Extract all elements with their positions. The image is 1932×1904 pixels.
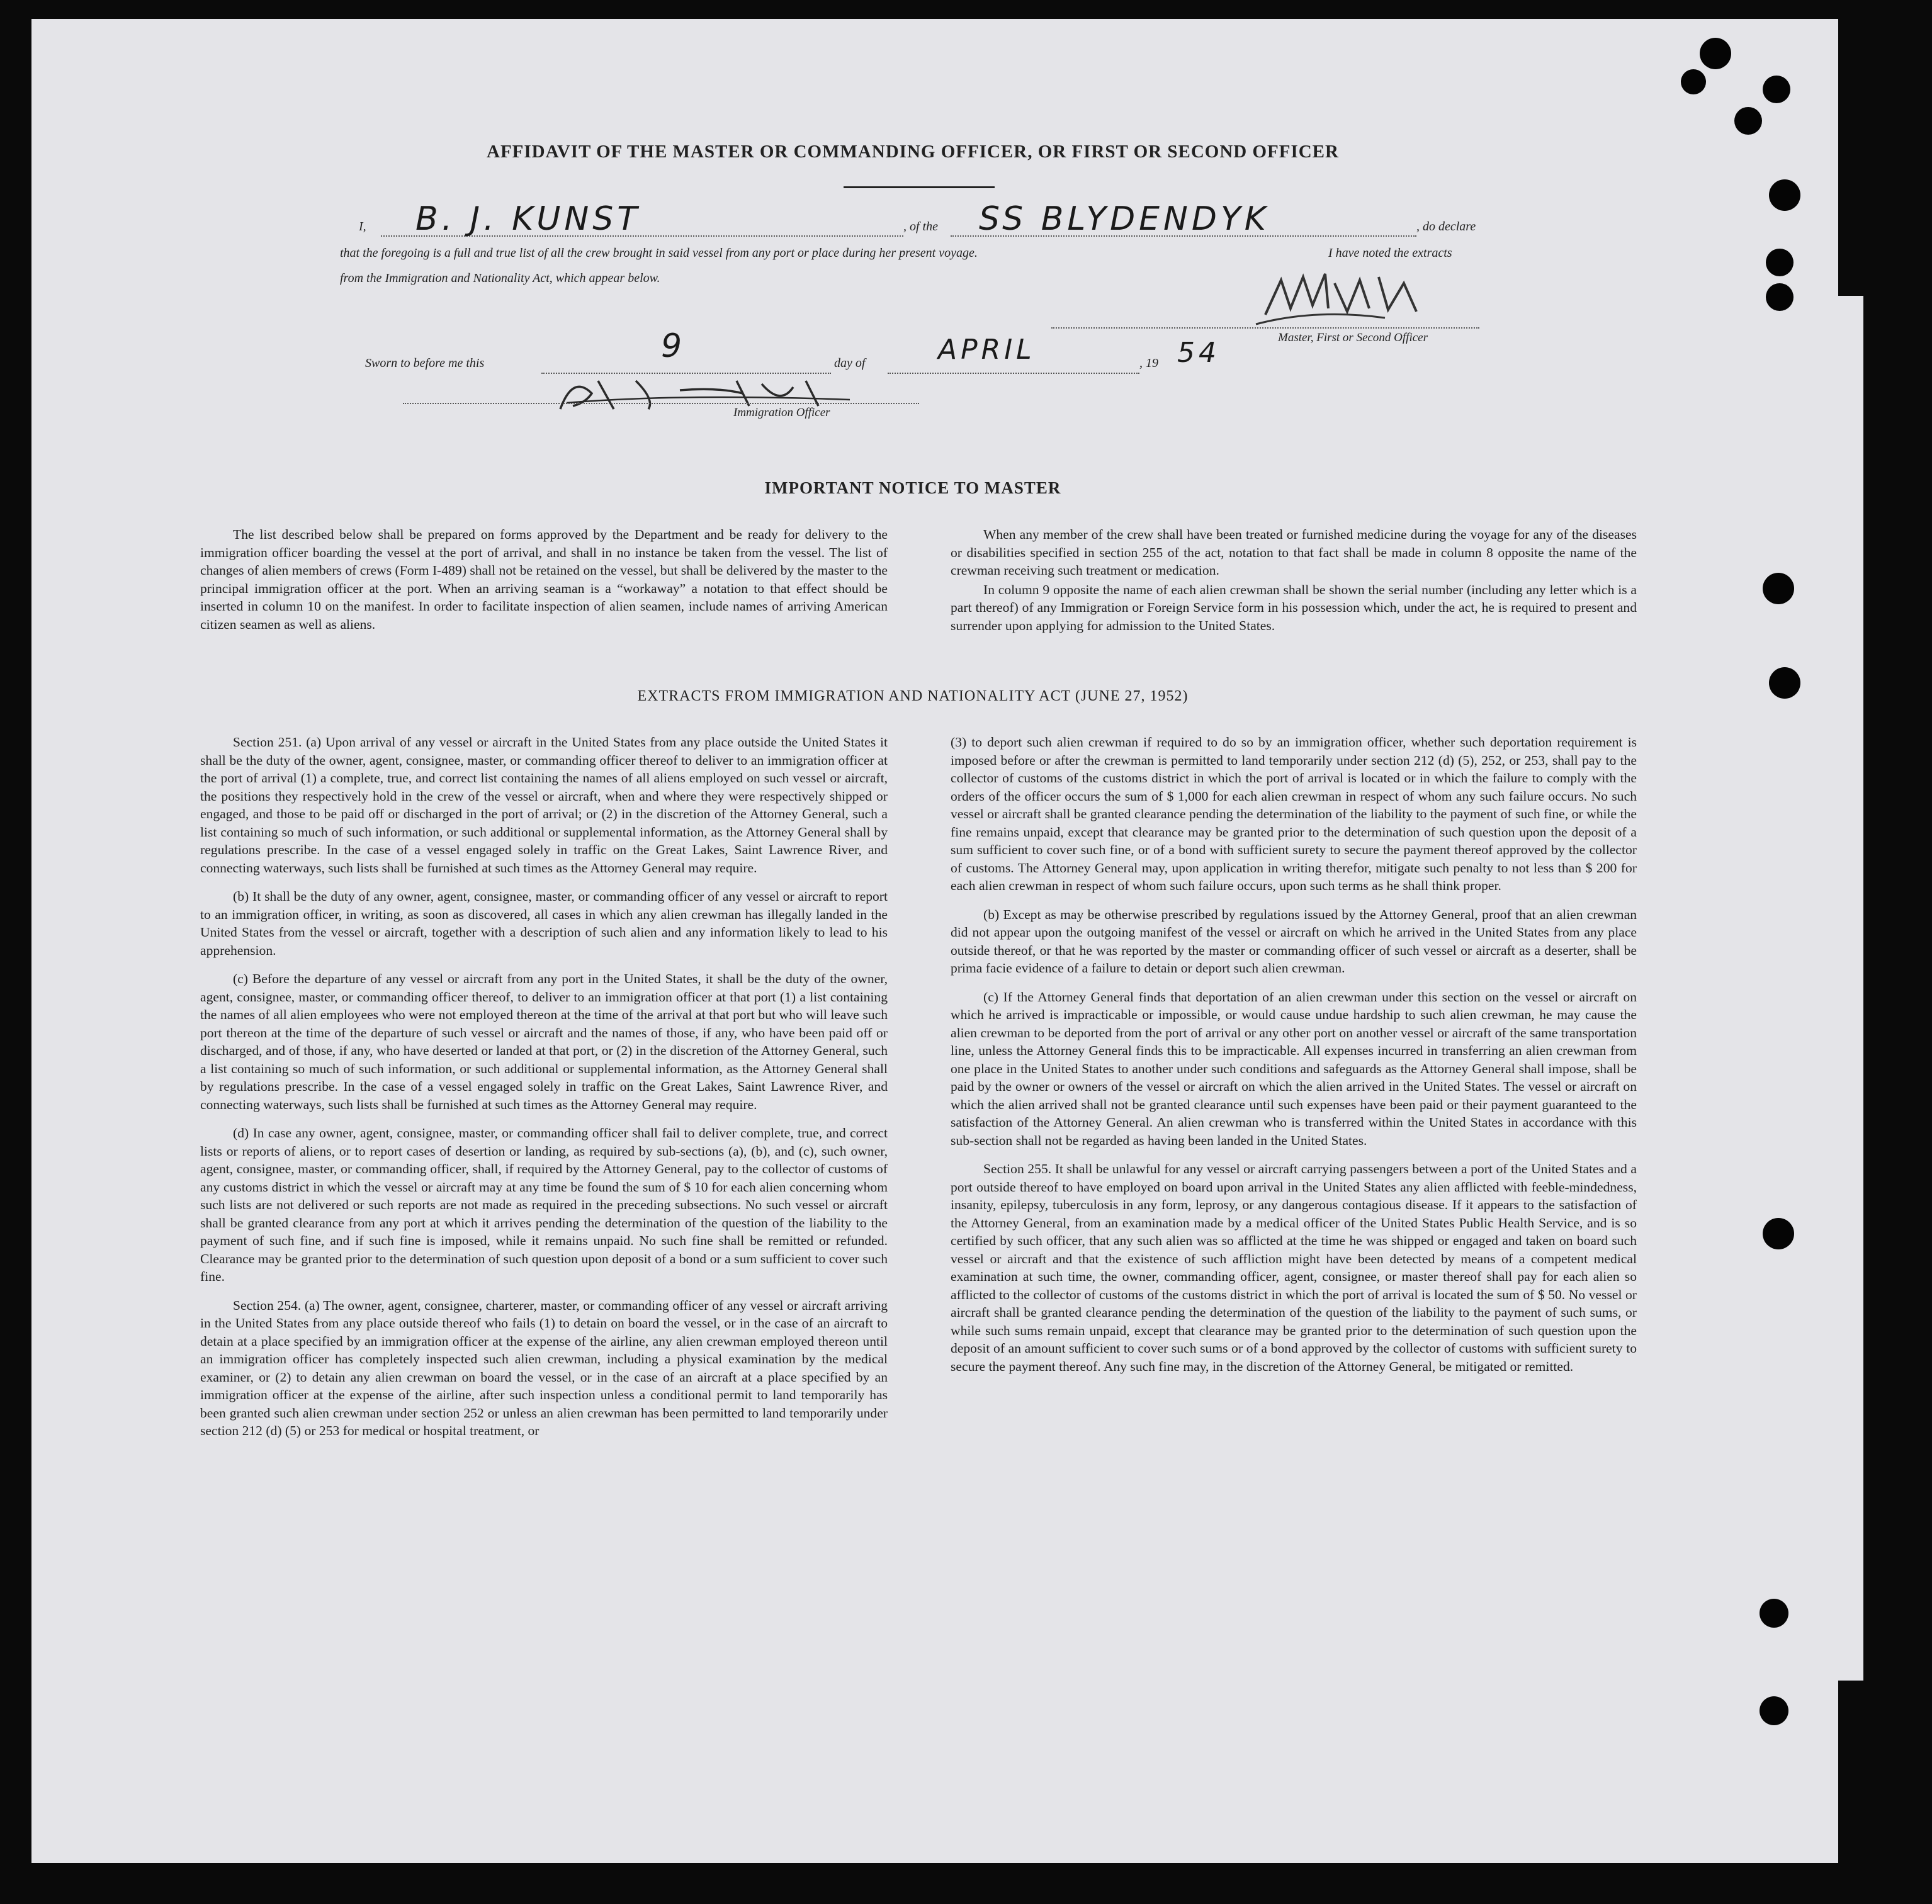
notice-left-paragraph: The list described below shall be prepared on forms approved by the Department and be ready for delivery to the immigration officer boarding the vessel at the port of arrival, and shall in no instance be taken from the vessel. The list of changes of alien members of crews (Form I-489) shall not be retained on the vessel, but shall be delivered by the master to the principal immigration officer at the port. When an arriving seaman is a “workaway” a notation to that effect should be inserted in column 10 on the manifest. In order to facilitate inspection of alien seamen, include names of arriving American citizen seamen as well as aliens. — [200, 527, 888, 632]
declaration-line-2b: I have noted the extracts — [1328, 246, 1452, 260]
section-251b: (b) It shall be the duty of any owner, agent, consignee, master, or commanding officer of any vessel or aircraft to report to an immigration officer, in writing, as soon as discovered, all cases in which any alien crewman has illegally landed in the United States from the vessel or aircraft, together with a description of such alien and any information likely to lead to his apprehension. — [200, 889, 888, 958]
declaration-line-3: from the Immigration and Nationality Act, which appear below. — [340, 271, 660, 285]
notice-title: IMPORTANT NOTICE TO MASTER — [764, 478, 1061, 497]
sworn-day-handwritten: 9 — [661, 327, 686, 365]
affidavit-title: AFFIDAVIT OF THE MASTER OR COMMANDING OFFICER, OR FIRST OR SECOND OFFICER — [487, 142, 1339, 162]
immigration-officer-signature — [554, 368, 894, 419]
officer-signature — [1253, 264, 1442, 334]
immigration-officer-caption: Immigration Officer — [733, 406, 830, 419]
punch-hole — [1760, 1696, 1788, 1725]
extracts-left-column — [200, 733, 888, 1451]
vessel-name-handwritten: SS BLYDENDYK — [979, 200, 1270, 238]
master-name-handwritten: B. J. KUNST — [415, 200, 641, 238]
punch-hole — [1763, 573, 1794, 604]
day-of-label: day of — [834, 356, 866, 370]
section-254c: (c) If the Attorney General finds that deportation of an alien crewman under this section on the vessel or aircraft on which he arrived is impracticable or impossible, or would cause undue hardship to such alien crewman, he may cause the alien crewman to be deported from the port of arrival or any other port on another vessel or aircraft of the same transportation line, unless the Attorney General finds this to be impracticable. All expenses incurred in transferring an alien crewman from one place in the United States to another under such conditions and safeguards as the Attorney General shall impose, shall be paid by the owner or owners of the vessel or aircraft on which the alien arrived in the United States. The vessel or aircraft on which the alien arrived shall not be granted clearance until such expenses have been paid or their payment guaranteed to the satisfaction of the Attorney General. An alien crewman who is transferred within the United States in accordance with this sub-section shall not be regarded as having been landed in the United States. — [951, 989, 1637, 1148]
section-251c: (c) Before the departure of any vessel or aircraft from any port in the United States, it shall be the duty of the owner, agent, consignee, master, or commanding officer thereof, to deliver to an immigration officer at that port (1) a list containing the names of all alien employees who were not employed thereon at the time of the arrival at that port but who will leave such port thereon at the time of the departure of such vessel or aircraft and the names of those, if any, who have been paid off or discharged, and of those, if any, who have deserted or landed at that port, or (2) in the discretion of the Attorney General, such a list containing so much of such information, or such additional or supplemental information, as the Attorney General shall by regulations prescribe. In the case of a vessel engaged solely in traffic on the Great Lakes, Saint Lawrence River, and connecting waterways, such lists shall be furnished at such times as the Attorney General may require. — [200, 971, 888, 1112]
extracts-right-column — [951, 733, 1637, 1386]
sworn-month-line — [888, 373, 1139, 374]
section-254b: (b) Except as may be otherwise prescribed by regulations issued by the Attorney General, proof that an alien crewman did not appear upon the outgoing manifest of the vessel or aircraft on which he arrived in the United States from any place outside thereof, or that he was reported by the master or commanding officer of such vessel or aircraft as a deserter, shall be prima facie evidence of a failure to detain or deport such alien crewman. — [951, 906, 1637, 976]
declaration-lead: I, — [359, 220, 366, 234]
year-handwritten: 54 — [1177, 337, 1220, 369]
section-251a: Section 251. (a) Upon arrival of any vessel or aircraft in the United States from any place outside the United States it shall be the duty of the owner, agent, consignee, master, or commanding officer thereof to deliver to an immigration officer at the port of arrival (1) a complete, true, and correct list containing the names of all aliens employed on such vessel or aircraft, the positions they respectively hold in the crew of the vessel or aircraft, when and where they were respectively shipped or engaged, and those to be paid off or discharged in the port of arrival; or (2) in the discretion of the Attorney General, such a list containing so much of such information, or such additional or supplemental information, as the Attorney General shall by regulations prescribe. In the case of a vessel engaged solely in traffic on the Great Lakes, Saint Lawrence River, and connecting waterways, such lists shall be furnished at such times as the Attorney General may require. — [200, 735, 888, 876]
punch-hole — [1766, 249, 1794, 276]
notice-right-paragraph-1: When any member of the crew shall have been treated or furnished medicine during the voyage for any of the diseases or disabilities specified in section 255 of the act, notation to that fact shall be made in column 8 opposite the name of the crewman receiving such treatment or medication. — [951, 527, 1637, 578]
year-prefix: , 19 — [1139, 356, 1158, 370]
punch-hole — [1763, 76, 1790, 103]
officer-signature-line — [1051, 327, 1479, 329]
punch-hole — [1763, 1218, 1794, 1249]
section-255: Section 255. It shall be unlawful for any vessel or aircraft carrying passengers between a port of the United States and a port outside thereof to have employed on board upon arrival in the United States any alien afflicted with feeble-mindedness, insanity, epilepsy, tuberculosis in any form, leprosy, or any dangerous contagious disease. If it appears to the satisfaction of the Attorney General, from an examination made by a medical officer of the United States Public Health Service, and is so certified by such officer, that any such alien was so afflicted at the time he was shipped or engaged and taken on board such vessel or aircraft and that the existence of such affliction might have been detected by means of a competent medical examination at such time, the owner, commanding officer, agent, consignee, or master thereof shall pay for each alien so afflicted to the collector of customs of the customs district in which the port of arrival is located the sum of $ 50. No vessel or aircraft shall be granted clearance pending the determination of the question of the liability to the payment of such sums, or while such sums remain unpaid, except that clearance may be granted prior to the determination of such question upon the deposit of an amount sufficient to cover such sums or of a bond approved by the collector of customs with sufficient surety to secure the payment thereof. Any such fine may, in the discretion of the Attorney General, be mitigated or remitted. — [951, 1161, 1637, 1374]
declaration-line-2: that the foregoing is a full and true list of all the crew brought in said vessel from any port or place during her present voyage. — [340, 246, 978, 260]
extracts-title: EXTRACTS FROM IMMIGRATION AND NATIONALITY ACT (JUNE 27, 1952) — [637, 688, 1189, 704]
section-254a-continued: (3) to deport such alien crewman if required to do so by an immigration officer, whether such deportation requirement is imposed before or after the crewman is permitted to land temporarily under section 212 (d) (5), 252, or 253, shall pay to the collector of customs of the customs district in which the port of arrival is located or in which the failure to comply with the orders of the officer occurs the sum of $ 1,000 for each alien crewman in respect of whom any such failure occurs. No such vessel or aircraft shall be granted clearance pending the determination of the liability to the payment of such fine, or while the fine remains unpaid, except that clearance may be granted prior to the determination of such question upon the deposit of a sum sufficient to cover such fine, or of a bond with sufficient surety to secure the payment thereof approved by the collector of customs. The Attorney General may, upon application in writing therefor, mitigate such penalty to not less than $ 200 for each alien crewman in respect of whom such failure occurs, upon such terms as he shall think proper. — [951, 735, 1637, 893]
punch-hole — [1700, 38, 1731, 69]
of-the-label: , of the — [903, 220, 938, 234]
punch-hole — [1734, 107, 1762, 135]
title-rule — [844, 186, 995, 188]
section-254a: Section 254. (a) The owner, agent, consignee, charterer, master, or commanding officer of any vessel or aircraft arriving in the United States from any place outside thereof who fails (1) to detain on board the vessel, or in the case of an aircraft to detain at a place specified by an immigration officer at the expense of the airline, any alien crewman employed thereon until an immigration officer has completely inspected such alien crewman, including a physical examination by the medical examiner, or (2) to detain any alien crewman on board the vessel, or in the case of an aircraft at a place specified by an immigration officer at the expense of the airline, after such inspection unless a conditional permit to land temporarily has been granted such alien crewman under section 252 or unless an alien crewman has been permitted to land temporarily under section 212 (d) (5) or 253 for medical or hospital treatment, or — [200, 1297, 888, 1438]
section-251d: (d) In case any owner, agent, consignee, master, or commanding officer shall fail to deliver complete, true, and correct lists or reports of aliens, or to report cases of desertion or landing, as required by sub-sections (a), (b), and (c), such owner, agent, consignee, master, or commanding officer, shall, if required by the Attorney General, pay to the collector of customs of any customs district in which the vessel or aircraft may at any time be found the sum of $ 10 for each alien concerning whom such lists are not delivered or such reports are not made as required in the preceding subsections. No such vessel or aircraft shall be granted clearance from any port at which it arrives pending the determination of the question of the liability to the payment of such fine, and if such fine is imposed, while it remains unpaid. No such fine shall be remitted or refunded. Clearance may be granted prior to the determination of such question upon deposit of a bond or a sum sufficient to cover such fine. — [200, 1125, 888, 1284]
notice-left-column — [200, 526, 888, 644]
sworn-month-handwritten: APRIL — [938, 334, 1036, 366]
immigration-signature-line — [403, 403, 919, 404]
notice-right-paragraph-2: In column 9 opposite the name of each alien crewman shall be shown the serial number (including any letter which is a part thereof) of any Immigration or Foreign Service form in his possession which, under the act, he is required to present and surrender upon applying for admission to the United States. — [951, 582, 1637, 633]
do-declare-label: , do declare — [1416, 220, 1476, 234]
punch-hole — [1681, 69, 1706, 94]
punch-hole — [1769, 179, 1800, 211]
sworn-prefix: Sworn to before me this — [365, 356, 485, 370]
notice-right-column — [951, 526, 1637, 645]
punch-hole — [1760, 1599, 1788, 1628]
officer-caption: Master, First or Second Officer — [1278, 331, 1428, 344]
punch-hole — [1766, 283, 1794, 311]
